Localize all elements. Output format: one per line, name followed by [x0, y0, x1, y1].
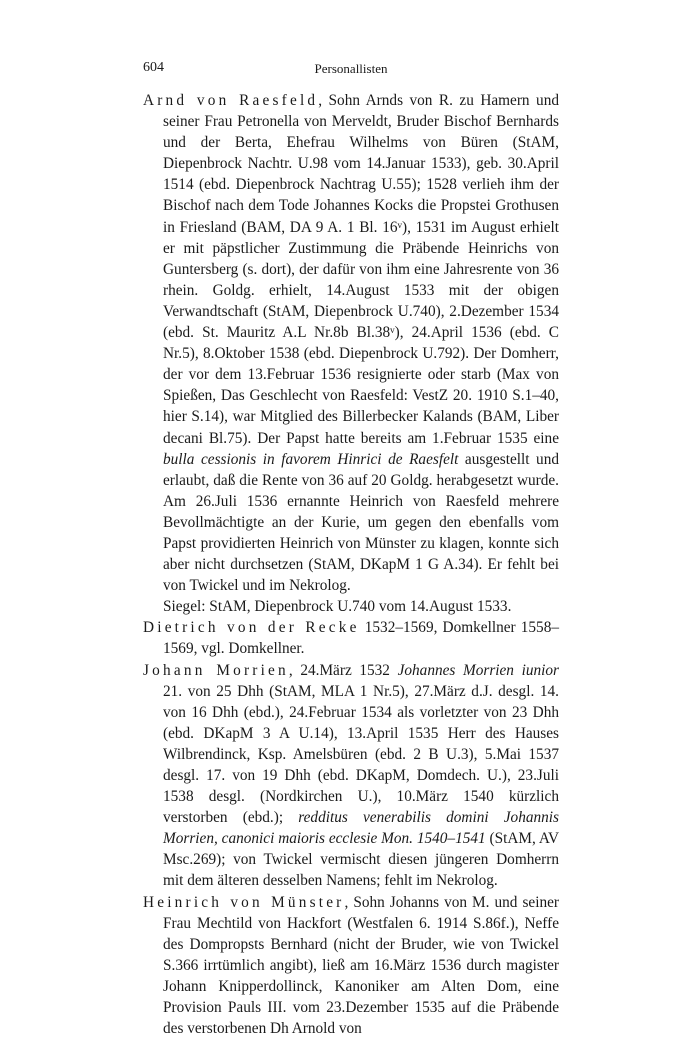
- entry-name: Heinrich von Münster: [143, 893, 345, 911]
- entry-text: , 24.März 1532: [288, 661, 398, 679]
- entry-name: Dietrich von der Recke: [143, 619, 360, 637]
- entry-dietrich-von-der-recke: [143, 617, 559, 659]
- seal-reference: Siegel: StAM, Diepenbrock U.740 vom 14.August 1533.: [163, 598, 512, 616]
- entry-text: (StAM, AV Msc.269); von Twickel vermischt diesen jüngeren Domherrn mit dem älteren desselben Namens; fehlt im Nekrolog.: [163, 830, 560, 890]
- entry-text-italic: redditus venerabilis domini Johannis Morrien, canonici maioris ecclesie Mon. 1540–1541: [163, 809, 560, 848]
- entry-text-italic: bulla cessionis in favorem Hinrici de Raesfelt: [163, 450, 459, 468]
- page-number: 604: [143, 60, 164, 75]
- running-head: [143, 60, 559, 82]
- entry-text-italic: Johannes Morrien iunior: [397, 661, 559, 679]
- entry-heinrich-von-muenster: [143, 892, 559, 1040]
- section-title: Personallisten: [314, 61, 388, 76]
- entry-text: , Sohn Johanns von M. und seiner Frau Mechtild von Hackfort (Westfalen 6. 1914 S.86f.), Neffe des Dompropsts Bernhard (nicht der Bruder, wie von Twickel S.366 irrtümlich angibt), ließ am 16.März 1536 durch magister Johann Knipperdollinck, Kanoniker am Alten Dom, eine Provision Pauls III. vom 23.Dezember 1535 auf die Präbende des verstorbenen Dh Arnold von: [163, 893, 559, 1038]
- entry-arnd-von-raesfeld: [143, 90, 559, 596]
- body-text: [143, 90, 559, 1039]
- entry-text: ausgestellt und erlaubt, daß die Rente von 36 auf 20 Goldg. herabgesetzt wurde. Am 26.Juli 1536 ernannte Heinrich von Raesfeld mehrere Bevollmächtigte an der Kurie, um gegen den ebenfalls vom Papst providierten Heinrich von Münster zu klagen, konnte sich aber nicht durchsetzen (StAM, DKapM 1 G A.34). Er fehlt bei von Twickel und im Nekrolog.: [163, 450, 560, 595]
- entry-text: 21. von 25 Dhh (StAM, MLA 1 Nr.5), 27.März d.J. desgl. 14. von 16 Dhh (ebd.), 24.Februar 1534 als vorletzter von 23 Dhh (ebd. DKapM 3 A U.14), 13.April 1535 Herr des Hauses Wilbrendinck, Ksp. Amelsbüren (ebd. 2 B U.3), 5.Mai 1537 desgl. 17. von 19 Dhh (ebd. DKapM, Domdech. U.), 23.Juli 1538 desgl. (Nordkirchen U.), 10.März 1540 kürzlich verstorben (ebd.);: [163, 682, 559, 827]
- entry-text: , Sohn Arnds von R. zu Hamern und seiner Frau Petronella von Merveldt, Bruder Bischof Bernhards und der Berta, Ehefrau Wilhelms von Büren (StAM, Diepenbrock Nachtr. U.98 vom 14.Januar 1533), geb. 30.April 1514 (ebd. Diepenbrock Nachtrag U.55); 1528 verlieh ihm der Bischof nach dem Tode Johannes Kocks die Propstei Grothusen in Friesland (BAM, DA 9 A. 1 Bl. 16ᵛ), 1531 im August erhielt er mit päpstlicher Zustimmung die Präbende Heinrichs von Guntersberg (s. dort), der dafür von ihm eine Jahresrente von 36 rhein. Goldg. erhielt, 14.August 1533 mit der obigen Verwandtschaft (StAM, Diepenbrock U.740), 2.Dezember 1534 (ebd. St. Mauritz A.L Nr.8b Bl.38ᵛ), 24.April 1536 (ebd. C Nr.5), 8.Oktober 1538 (ebd. Diepenbrock U.792). Der Domherr, der vor dem 13.Februar 1536 resignierte oder starb (Max von Spießen, Das Geschlecht von Raesfeld: VestZ 20. 1910 S.1–40, hier S.14), war Mitglied des Billerbecker Kalands (BAM, Liber decani Bl.75). Der Papst hatte bereits am 1.Februar 1535 eine: [163, 92, 559, 447]
- entry-name: Johann Morrien: [143, 661, 289, 679]
- entry-name: Arnd von Raesfeld: [143, 92, 319, 109]
- entry-johann-morrien: [143, 660, 559, 892]
- entry-text: 1532–1569, Domkellner 1558–1569, vgl. Domkellner.: [163, 619, 559, 658]
